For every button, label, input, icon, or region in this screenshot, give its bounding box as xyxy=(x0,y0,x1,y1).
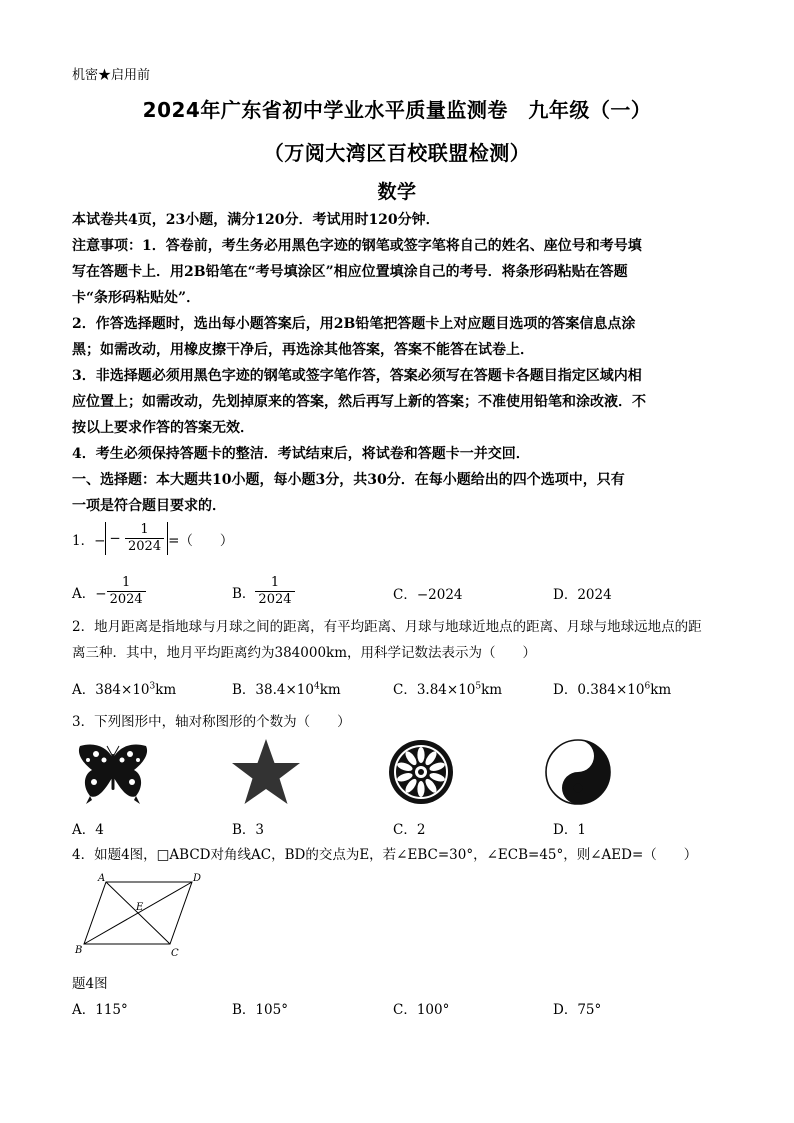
q2-b-base: B．38.4×10 xyxy=(232,682,314,698)
confidential-label: 机密★启用前 xyxy=(72,68,151,83)
q4-option-b: B．105° xyxy=(232,1002,288,1018)
q1-option-a-den: 2024 xyxy=(107,591,146,608)
q2-c-base: C．3.84×10 xyxy=(393,682,476,698)
q1-option-a-num: 1 xyxy=(121,575,131,590)
note-4: 4．考生必须保持答题卡的整洁．考试结束后，将试卷和答题卡一并交回． xyxy=(72,446,530,462)
figure-caption: 题4图 xyxy=(72,976,108,992)
note-2-line-2: 黑；如需改动，用橡皮擦干净后，再选涂其他答案，答案不能答在试卷上． xyxy=(72,342,534,358)
q2-line-1: 2．地月距离是指地球与月球之间的距离，有平均距离、月球与地球近地点的距离、月球与地球远地点的距 xyxy=(72,619,702,635)
q2-a-base: A．384×10 xyxy=(72,682,150,698)
note-1-line-1: 注意事项：1．答卷前，考生务必用黑色字迹的钢笔或签字笔将自己的姓名、座位号和考号填 xyxy=(72,238,642,254)
page-title: 2024年广东省初中学业水平质量监测卷 九年级（一） xyxy=(142,98,652,122)
note-3-line-3: 按以上要求作答的答案无效． xyxy=(72,420,254,436)
q1-option-b-num: 1 xyxy=(270,575,280,590)
q2-option-b xyxy=(232,678,341,698)
yin-yang-icon xyxy=(544,738,612,806)
q1-prefix: 1．− xyxy=(72,532,106,549)
intersection-e-label: E xyxy=(136,902,144,913)
q1-option-b-fraction xyxy=(255,575,294,608)
q1-frac-num: 1 xyxy=(140,522,149,537)
question-1-stem xyxy=(72,522,233,555)
q1-option-a-label: A．− xyxy=(72,585,107,602)
vertex-a-label: A xyxy=(98,873,106,884)
q2-a-exp: 3 xyxy=(149,681,156,692)
q1-option-a-fraction xyxy=(107,575,146,608)
section-1-line-1: 一、选择题：本大题共10小题，每小题3分，共30分．在每小题给出的四个选项中，只有 xyxy=(72,472,625,488)
butterfly-icon xyxy=(76,740,150,806)
q2-option-a xyxy=(72,678,176,698)
question-2-stem xyxy=(72,614,732,666)
q1-option-c: C．−2024 xyxy=(393,587,463,603)
vertex-c-label: C xyxy=(171,948,179,959)
question-4-stem: 4．如题4图，□ABCD对角线AC，BD的交点为E，若∠EBC=30°，∠ECB=45°，则∠AED=（ ） xyxy=(72,847,698,863)
exam-info: 本试卷共4页，23小题，满分120分．考试用时120分钟． xyxy=(72,212,440,228)
q2-d-unit: km xyxy=(650,682,672,698)
q2-a-unit: km xyxy=(155,682,177,698)
q1-suffix: =（ ） xyxy=(168,532,234,549)
q1-option-d: D．2024 xyxy=(553,587,612,603)
q2-d-base: D．0.384×10 xyxy=(553,682,645,698)
q2-option-c xyxy=(393,678,502,698)
q3-option-c: C．2 xyxy=(393,822,426,838)
q3-option-a: A．4 xyxy=(72,822,104,838)
q1-fraction xyxy=(125,522,164,555)
q3-option-b: B．3 xyxy=(232,822,265,838)
subject-title: 数学 xyxy=(377,181,417,203)
section-1-line-2: 一项是符合题目要求的． xyxy=(72,498,226,514)
q4-option-a: A．115° xyxy=(72,1002,128,1018)
q2-c-unit: km xyxy=(481,682,503,698)
parallelogram-figure xyxy=(72,868,212,960)
q2-line-2: 离三种．其中，地月平均距离约为384000km，用科学记数法表示为（ ） xyxy=(72,645,537,661)
note-1-line-3: 卡“条形码粘贴处”． xyxy=(72,290,201,306)
rose-window-icon xyxy=(387,738,455,806)
q1-absolute-value xyxy=(105,522,168,555)
q1-option-b-label: B． xyxy=(232,585,256,602)
note-2-line-1: 2．作答选择题时，选出每小题答案后，用2B铅笔把答题卡上对应题目选项的答案信息点涂 xyxy=(72,316,636,332)
q2-b-exp: 4 xyxy=(313,681,320,692)
vertex-d-label: D xyxy=(193,873,202,884)
q4-option-d: D．75° xyxy=(553,1002,602,1018)
q2-c-exp: 5 xyxy=(475,681,482,692)
q3-option-d: D．1 xyxy=(553,822,586,838)
q1-option-a xyxy=(72,575,146,608)
q1-option-b-den: 2024 xyxy=(255,591,294,608)
vertex-b-label: B xyxy=(75,945,83,956)
q1-frac-den: 2024 xyxy=(125,538,164,555)
q2-b-unit: km xyxy=(319,682,341,698)
note-3-line-2: 应位置上；如需改动，先划掉原来的答案，然后再写上新的答案；不准使用铅笔和涂改液．不 xyxy=(72,394,646,410)
q4-option-c: C．100° xyxy=(393,1002,450,1018)
q1-inner-sign: − xyxy=(109,530,121,547)
page-subtitle: （万阅大湾区百校联盟检测） xyxy=(263,141,531,165)
note-1-line-2: 写在答题卡上．用2B铅笔在“考号填涂区”相应位置填涂自己的考号．将条形码粘贴在答题 xyxy=(72,264,628,280)
question-3-stem: 3．下列图形中，轴对称图形的个数为（ ） xyxy=(72,714,351,730)
q2-d-exp: 6 xyxy=(644,681,651,692)
note-3-line-1: 3．非选择题必须用黑色字迹的钢笔或签字笔作答，答案必须写在答题卡各题目指定区域内相 xyxy=(72,368,642,384)
star-icon xyxy=(229,737,303,807)
q2-option-d xyxy=(553,678,671,698)
q1-option-b xyxy=(232,575,295,608)
instructions xyxy=(72,207,727,519)
